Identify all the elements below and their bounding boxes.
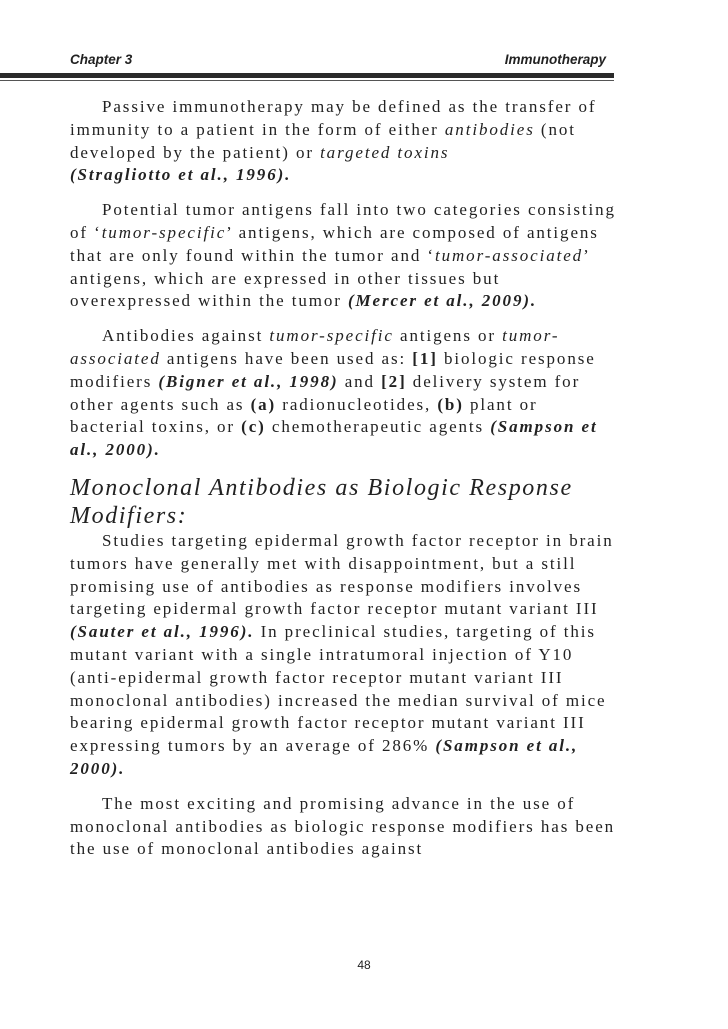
citation: (Bigner et al., 1998)	[158, 371, 339, 391]
citation: (Sampson et al., 2000).	[70, 417, 598, 460]
text-run: biologic response modifiers	[70, 348, 596, 391]
text-run: The most exciting and promising advance in the use of monoclonal antibodies as biologic response modifiers has been the use of monoclonal antibodies against	[70, 793, 616, 859]
italic-term: tumor-specific	[269, 326, 394, 346]
chapter-label: Chapter 3	[70, 52, 133, 67]
citation: (Sauter et al., 1996).	[70, 622, 255, 642]
paragraph-passive-immunotherapy	[70, 96, 618, 187]
chapter-topic: Immunotherapy	[504, 52, 606, 67]
text-run: antigens or	[393, 326, 503, 346]
running-header	[70, 52, 606, 72]
header-rule-thin	[0, 80, 614, 81]
page-body	[70, 96, 618, 873]
list-marker: (b)	[437, 394, 464, 414]
text-run: (not developed by the patient) or	[70, 119, 576, 162]
text-run: Antibodies against	[102, 326, 270, 346]
text-run: In preclinical studies, targeting of this mutant variant with a single intratumoral injection of Y10 (anti-epidermal growth factor receptor mutant variant III monoclonal antibodies) increased the median survival of mice bearing epidermal growth factor receptor mutant variant III expressing tumors by an average of 286%	[70, 622, 607, 756]
text-run: plant or bacterial toxins, or	[70, 394, 538, 437]
text-run: Potential tumor antigens fall into two categories consisting of ‘	[70, 200, 616, 242]
text-run: chemotherapeutic agents	[265, 417, 491, 437]
text-run: Passive immunotherapy may be defined as the transfer of immunity to a patient in the form of either	[70, 97, 597, 139]
paragraph-antibodies-uses	[70, 325, 618, 462]
text-run: antigens have been used as:	[160, 348, 413, 368]
italic-term: tumor-associated	[434, 245, 584, 265]
italic-term: tumor-specific	[101, 222, 227, 242]
italic-term: antibodies	[444, 119, 535, 139]
paragraph-monoclonal-advance	[70, 793, 618, 861]
list-marker: [1]	[412, 348, 438, 368]
list-marker: (c)	[241, 417, 266, 437]
paragraph-tumor-antigens	[70, 199, 618, 313]
paragraph-egfr-studies	[70, 530, 618, 781]
citation: (Mercer et al., 2009).	[347, 291, 538, 311]
text-run: ’ antigens, which are expressed in other tissues but overexpressed within the tumor	[70, 245, 590, 311]
italic-term: targeted toxins	[320, 142, 450, 162]
text-run: ’ antigens, which are composed of antigens that are only found within the tumor and ‘	[70, 222, 599, 265]
text-run: radionucleotides,	[276, 394, 438, 414]
text-run: delivery system for other agents such as	[70, 371, 581, 414]
citation: (Sampson et al., 2000).	[70, 736, 579, 778]
text-run: and	[338, 371, 382, 391]
section-heading: Monoclonal Antibodies as Biologic Response Modifiers:	[70, 474, 573, 529]
citation: (Stragliotto et al., 1996).	[70, 165, 292, 185]
header-rule-thick	[0, 73, 614, 78]
italic-term: tumor-associated	[70, 326, 560, 368]
page-number: 48	[357, 958, 371, 972]
list-marker: (a)	[250, 394, 277, 414]
list-marker: [2]	[381, 371, 407, 391]
text-run: Studies targeting epidermal growth factor receptor in brain tumors have generally met with disappointment, but a still promising use of antibodies as response modifiers involves targeting epidermal growth factor receptor mutant variant III	[70, 530, 614, 619]
